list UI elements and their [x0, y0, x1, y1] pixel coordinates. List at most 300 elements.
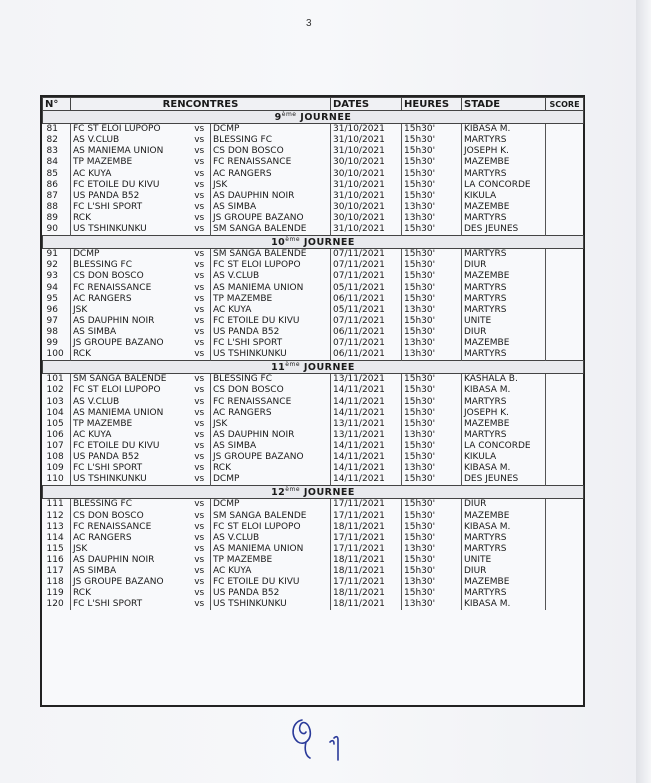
- table-row: [43, 249, 584, 261]
- match-score: [546, 135, 584, 146]
- match-date: 14/11/2021: [331, 385, 402, 396]
- match-time: 15h30': [402, 499, 462, 511]
- match-time: 15h30': [402, 271, 462, 282]
- versus-label: vs: [189, 327, 211, 338]
- away-team: AS DAUPHIN NOIR: [211, 430, 331, 441]
- home-team: AS DAUPHIN NOIR: [73, 554, 155, 565]
- page-edge-shadow: [636, 0, 651, 783]
- match-date: 30/10/2021: [331, 202, 402, 213]
- match-score: [546, 374, 584, 386]
- match-time: 13h30': [402, 463, 462, 474]
- home-team: FC ETOILE DU KIVU: [73, 179, 160, 190]
- versus-label: vs: [189, 224, 211, 236]
- match-stadium: MAZEMBE: [462, 271, 546, 282]
- home-team: AS V.CLUB: [73, 396, 120, 407]
- match-date: 18/11/2021: [331, 555, 402, 566]
- journee-label: JOURNEE: [300, 487, 355, 499]
- away-team: AS V.CLUB: [211, 271, 331, 282]
- versus-label: vs: [189, 408, 211, 419]
- home-team: AS V.CLUB: [73, 135, 120, 146]
- match-number: 87: [43, 191, 71, 202]
- match-score: [546, 294, 584, 305]
- away-team: JS GROUPE BAZANO: [211, 452, 331, 463]
- match-number: 95: [43, 294, 71, 305]
- away-team: FC RENAISSANCE: [211, 397, 331, 408]
- away-team: RCK: [211, 463, 331, 474]
- match-date: 31/10/2021: [331, 191, 402, 202]
- table-row: [43, 202, 584, 213]
- away-team: AC KUYA: [211, 566, 331, 577]
- header-num: N°: [43, 98, 71, 111]
- journee-number: 11: [271, 362, 286, 374]
- table-row: [43, 430, 584, 441]
- away-team: AS MANIEMA UNION: [211, 544, 331, 555]
- match-score: [546, 327, 584, 338]
- away-team: BLESSING FC: [211, 374, 331, 386]
- match-number: 117: [43, 566, 71, 577]
- away-team: DCMP: [211, 124, 331, 136]
- journee-title: [43, 236, 584, 249]
- versus-label: vs: [189, 533, 211, 544]
- match-stadium: LA CONCORDE: [462, 441, 546, 452]
- match-stadium: MARTYRS: [462, 544, 546, 555]
- away-team: FC ETOILE DU KIVU: [211, 577, 331, 588]
- match-time: 15h30': [402, 260, 462, 271]
- match-number: 114: [43, 533, 71, 544]
- home-team: RCK: [73, 212, 91, 223]
- away-team: CS DON BOSCO: [211, 146, 331, 157]
- match-score: [546, 474, 584, 486]
- home-team: AC KUYA: [73, 429, 112, 440]
- match-number: 91: [43, 249, 71, 261]
- match-stadium: MARTYRS: [462, 294, 546, 305]
- table-row: [43, 124, 584, 136]
- away-team: JSK: [211, 419, 331, 430]
- versus-label: vs: [189, 374, 211, 386]
- match-number: 94: [43, 283, 71, 294]
- match-stadium: KIKULA: [462, 191, 546, 202]
- table-row: [43, 316, 584, 327]
- match-score: [546, 180, 584, 191]
- match-stadium: DIUR: [462, 566, 546, 577]
- table-row: [43, 271, 584, 282]
- home-team: JSK: [73, 543, 88, 554]
- home-team: US PANDA B52: [73, 190, 140, 201]
- versus-label: vs: [189, 385, 211, 396]
- match-stadium: JOSEPH K.: [462, 408, 546, 419]
- match-score: [546, 349, 584, 361]
- table-row: [43, 305, 584, 316]
- versus-label: vs: [189, 146, 211, 157]
- match-time: 15h30': [402, 124, 462, 136]
- match-date: 13/11/2021: [331, 430, 402, 441]
- match-score: [546, 385, 584, 396]
- match-score: [546, 397, 584, 408]
- table-row: [43, 213, 584, 224]
- match-date: 14/11/2021: [331, 397, 402, 408]
- match-time: 15h30': [402, 408, 462, 419]
- match-number: 104: [43, 408, 71, 419]
- versus-label: vs: [189, 463, 211, 474]
- versus-label: vs: [189, 499, 211, 511]
- table-row: [43, 441, 584, 452]
- table-row: [43, 180, 584, 191]
- match-time: 15h30': [402, 452, 462, 463]
- match-date: 31/10/2021: [331, 124, 402, 136]
- match-number: 96: [43, 305, 71, 316]
- match-date: 07/11/2021: [331, 249, 402, 261]
- versus-label: vs: [189, 191, 211, 202]
- match-stadium: MAZEMBE: [462, 338, 546, 349]
- match-date: 07/11/2021: [331, 260, 402, 271]
- match-date: 07/11/2021: [331, 271, 402, 282]
- match-stadium: JOSEPH K.: [462, 146, 546, 157]
- match-score: [546, 213, 584, 224]
- match-number: 102: [43, 385, 71, 396]
- match-number: 92: [43, 260, 71, 271]
- match-stadium: KIBASA M.: [462, 385, 546, 396]
- match-number: 90: [43, 224, 71, 236]
- versus-label: vs: [189, 511, 211, 522]
- versus-label: vs: [189, 135, 211, 146]
- journee-number: 10: [271, 237, 286, 249]
- match-score: [546, 157, 584, 168]
- match-score: [546, 588, 584, 599]
- table-row: [43, 474, 584, 486]
- match-stadium: MARTYRS: [462, 213, 546, 224]
- match-date: 14/11/2021: [331, 474, 402, 486]
- match-number: 116: [43, 555, 71, 566]
- match-time: 15h30': [402, 397, 462, 408]
- match-number: 83: [43, 146, 71, 157]
- match-score: [546, 430, 584, 441]
- match-date: 06/11/2021: [331, 327, 402, 338]
- away-team: AS MANIEMA UNION: [211, 283, 331, 294]
- away-team: US TSHINKUNKU: [211, 599, 331, 610]
- schedule-body: [43, 111, 584, 611]
- table-row: [43, 283, 584, 294]
- versus-label: vs: [189, 305, 211, 316]
- match-stadium: MARTYRS: [462, 249, 546, 261]
- versus-label: vs: [189, 577, 211, 588]
- match-score: [546, 202, 584, 213]
- match-time: 15h30': [402, 146, 462, 157]
- match-time: 15h30': [402, 588, 462, 599]
- table-row: [43, 385, 584, 396]
- versus-label: vs: [189, 349, 211, 361]
- journee-header-row: [43, 111, 584, 124]
- match-stadium: LA CONCORDE: [462, 180, 546, 191]
- versus-label: vs: [189, 260, 211, 271]
- match-number: 85: [43, 169, 71, 180]
- match-date: 31/10/2021: [331, 180, 402, 191]
- match-score: [546, 146, 584, 157]
- home-team: SM SANGA BALENDE: [73, 374, 167, 385]
- match-stadium: MAZEMBE: [462, 419, 546, 430]
- match-stadium: MARTYRS: [462, 305, 546, 316]
- home-team: AS MANIEMA UNION: [73, 407, 164, 418]
- match-stadium: UNITE: [462, 316, 546, 327]
- home-team: TP MAZEMBE: [73, 157, 133, 168]
- home-team: US TSHINKUNKU: [73, 474, 147, 485]
- match-time: 15h30': [402, 157, 462, 168]
- away-team: JS GROUPE BAZANO: [211, 213, 331, 224]
- versus-label: vs: [189, 452, 211, 463]
- match-number: 98: [43, 327, 71, 338]
- versus-label: vs: [189, 555, 211, 566]
- away-team: AS DAUPHIN NOIR: [211, 191, 331, 202]
- match-date: 13/11/2021: [331, 374, 402, 386]
- versus-label: vs: [189, 338, 211, 349]
- table-row: [43, 577, 584, 588]
- match-score: [546, 463, 584, 474]
- match-time: 15h30': [402, 566, 462, 577]
- match-score: [546, 169, 584, 180]
- match-score: [546, 544, 584, 555]
- match-stadium: MAZEMBE: [462, 202, 546, 213]
- home-team: AS MANIEMA UNION: [73, 146, 164, 157]
- journee-number: 12: [271, 487, 286, 499]
- home-team: BLESSING FC: [73, 499, 132, 510]
- table-row: [43, 499, 584, 511]
- match-number: 103: [43, 397, 71, 408]
- away-team: DCMP: [211, 474, 331, 486]
- match-score: [546, 305, 584, 316]
- table-row: [43, 327, 584, 338]
- match-date: 07/11/2021: [331, 338, 402, 349]
- home-team: AC RANGERS: [73, 293, 132, 304]
- versus-label: vs: [189, 599, 211, 610]
- match-date: 14/11/2021: [331, 463, 402, 474]
- match-time: 15h30': [402, 224, 462, 236]
- match-time: 13h30': [402, 349, 462, 361]
- away-team: JSK: [211, 180, 331, 191]
- header-rencontres: RENCONTRES: [71, 98, 331, 111]
- match-time: 15h30': [402, 316, 462, 327]
- match-stadium: DIUR: [462, 260, 546, 271]
- match-number: 100: [43, 349, 71, 361]
- match-number: 113: [43, 522, 71, 533]
- match-score: [546, 566, 584, 577]
- home-team: CS DON BOSCO: [73, 271, 144, 282]
- match-score: [546, 408, 584, 419]
- match-date: 06/11/2021: [331, 294, 402, 305]
- match-time: 15h30': [402, 533, 462, 544]
- match-score: [546, 224, 584, 236]
- match-date: 18/11/2021: [331, 566, 402, 577]
- match-number: 99: [43, 338, 71, 349]
- versus-label: vs: [189, 474, 211, 486]
- match-number: 115: [43, 544, 71, 555]
- home-team: AS SIMBA: [73, 566, 117, 577]
- home-team: AC RANGERS: [73, 532, 132, 543]
- match-stadium: KIBASA M.: [462, 463, 546, 474]
- match-number: 118: [43, 577, 71, 588]
- match-score: [546, 577, 584, 588]
- match-time: 15h30': [402, 283, 462, 294]
- match-date: 05/11/2021: [331, 305, 402, 316]
- match-number: 109: [43, 463, 71, 474]
- schedule-table-frame: [40, 95, 585, 707]
- away-team: FC ETOILE DU KIVU: [211, 316, 331, 327]
- match-date: 31/10/2021: [331, 224, 402, 236]
- match-date: 05/11/2021: [331, 283, 402, 294]
- match-date: 17/11/2021: [331, 499, 402, 511]
- match-stadium: MARTYRS: [462, 430, 546, 441]
- versus-label: vs: [189, 294, 211, 305]
- match-date: 17/11/2021: [331, 577, 402, 588]
- home-team: RCK: [73, 349, 91, 360]
- match-score: [546, 499, 584, 511]
- home-team: AS DAUPHIN NOIR: [73, 315, 155, 326]
- versus-label: vs: [189, 169, 211, 180]
- match-score: [546, 441, 584, 452]
- match-time: 15h30': [402, 191, 462, 202]
- match-time: 13h30': [402, 577, 462, 588]
- match-stadium: MARTYRS: [462, 135, 546, 146]
- match-stadium: MAZEMBE: [462, 577, 546, 588]
- table-row: [43, 260, 584, 271]
- match-stadium: MAZEMBE: [462, 157, 546, 168]
- table-row: [43, 135, 584, 146]
- match-number: 108: [43, 452, 71, 463]
- home-team: US PANDA B52: [73, 452, 140, 463]
- match-stadium: MARTYRS: [462, 169, 546, 180]
- match-stadium: KIKULA: [462, 452, 546, 463]
- match-date: 06/11/2021: [331, 349, 402, 361]
- header-heures: HEURES: [402, 98, 462, 111]
- home-team: JS GROUPE BAZANO: [73, 577, 164, 588]
- table-header-row: [43, 98, 584, 111]
- match-time: 15h30': [402, 522, 462, 533]
- match-date: 17/11/2021: [331, 544, 402, 555]
- match-date: 31/10/2021: [331, 146, 402, 157]
- home-team: FC ETOILE DU KIVU: [73, 440, 160, 451]
- match-score: [546, 316, 584, 327]
- table-row: [43, 374, 584, 386]
- match-score: [546, 533, 584, 544]
- table-row: [43, 397, 584, 408]
- match-date: 14/11/2021: [331, 441, 402, 452]
- match-time: 15h30': [402, 511, 462, 522]
- match-score: [546, 419, 584, 430]
- home-team: FC ST ELOI LUPOPO: [73, 124, 161, 135]
- table-row: [43, 419, 584, 430]
- home-team: FC L'SHI SPORT: [73, 599, 143, 610]
- match-number: 81: [43, 124, 71, 136]
- table-row: [43, 511, 584, 522]
- journee-number: 9: [274, 112, 282, 124]
- home-team: RCK: [73, 588, 91, 599]
- table-row: [43, 566, 584, 577]
- table-row: [43, 544, 584, 555]
- match-score: [546, 511, 584, 522]
- match-score: [546, 260, 584, 271]
- match-score: [546, 271, 584, 282]
- table-row: [43, 463, 584, 474]
- match-time: 13h30': [402, 305, 462, 316]
- home-team: DCMP: [73, 249, 100, 260]
- journee-ordinal: ème: [281, 111, 297, 118]
- home-team: JSK: [73, 304, 88, 315]
- away-team: TP MAZEMBE: [211, 555, 331, 566]
- match-time: 13h30': [402, 544, 462, 555]
- away-team: FC ST ELOI LUPOPO: [211, 522, 331, 533]
- match-time: 15h30': [402, 474, 462, 486]
- journee-ordinal: ème: [285, 486, 301, 494]
- match-number: 107: [43, 441, 71, 452]
- header-stade: STADE: [462, 98, 546, 111]
- match-number: 88: [43, 202, 71, 213]
- match-score: [546, 249, 584, 261]
- table-row: [43, 599, 584, 610]
- match-number: 84: [43, 157, 71, 168]
- table-row: [43, 533, 584, 544]
- match-stadium: DES JEUNES: [462, 224, 546, 236]
- match-stadium: MAZEMBE: [462, 511, 546, 522]
- away-team: AC RANGERS: [211, 169, 331, 180]
- header-dates: DATES: [331, 98, 402, 111]
- home-team: TP MAZEMBE: [73, 418, 133, 429]
- match-date: 17/11/2021: [331, 533, 402, 544]
- match-score: [546, 124, 584, 136]
- versus-label: vs: [189, 316, 211, 327]
- away-team: AC KUYA: [211, 305, 331, 316]
- match-time: 15h30': [402, 294, 462, 305]
- versus-label: vs: [189, 441, 211, 452]
- header-score: SCORE: [546, 98, 584, 111]
- journee-header-row: [43, 236, 584, 249]
- match-number: 101: [43, 374, 71, 386]
- match-stadium: KIBASA M.: [462, 522, 546, 533]
- match-stadium: KIBASA M.: [462, 599, 546, 610]
- versus-label: vs: [189, 283, 211, 294]
- home-team: US TSHINKUNKU: [73, 224, 147, 235]
- versus-label: vs: [189, 124, 211, 136]
- versus-label: vs: [189, 544, 211, 555]
- table-row: [43, 408, 584, 419]
- journee-ordinal: ème: [285, 236, 301, 244]
- versus-label: vs: [189, 202, 211, 213]
- journee-label: JOURNEE: [300, 237, 355, 249]
- match-number: 93: [43, 271, 71, 282]
- match-time: 15h30': [402, 327, 462, 338]
- table-row: [43, 588, 584, 599]
- versus-label: vs: [189, 566, 211, 577]
- match-date: 18/11/2021: [331, 588, 402, 599]
- journee-label: JOURNEE: [296, 112, 352, 124]
- match-number: 82: [43, 135, 71, 146]
- versus-label: vs: [189, 588, 211, 599]
- match-number: 106: [43, 430, 71, 441]
- journee-title: [43, 361, 584, 374]
- match-number: 110: [43, 474, 71, 486]
- journee-ordinal: ème: [285, 361, 301, 369]
- table-row: [43, 157, 584, 168]
- away-team: US PANDA B52: [211, 327, 331, 338]
- match-score: [546, 283, 584, 294]
- match-number: 105: [43, 419, 71, 430]
- versus-label: vs: [189, 157, 211, 168]
- match-stadium: MARTYRS: [462, 588, 546, 599]
- match-number: 86: [43, 180, 71, 191]
- page-number: 3: [306, 18, 312, 29]
- schedule-table: [42, 97, 584, 610]
- match-stadium: KASHALA B.: [462, 374, 546, 386]
- match-stadium: MARTYRS: [462, 533, 546, 544]
- home-team: AC KUYA: [73, 168, 112, 179]
- match-time: 15h30': [402, 441, 462, 452]
